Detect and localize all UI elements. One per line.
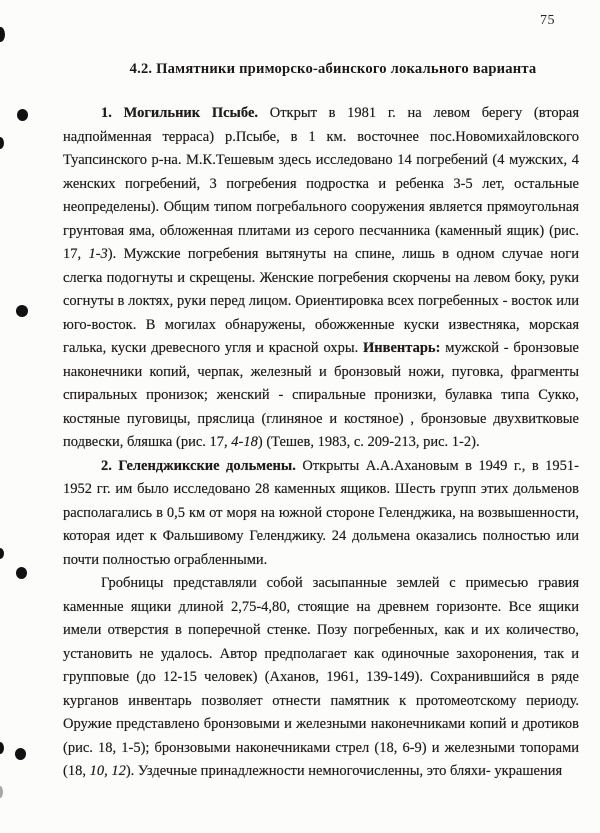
- section-heading: 4.2. Памятники приморско-абинского локального варианта: [129, 61, 537, 77]
- punch-hole-dot: [16, 567, 27, 579]
- text-segment-normal: Открыт в 1981 г. на левом берегу (вторая надпойменная терраса) р.Псыбе, в 1 км. восточнее пос.Новомихайловского Туапсинского р-на. М.К.Тешевым здесь исследовано 14 погребений (4 мужских, 4 женских погребений, 3 погребения подростка и ребенка 3-5 лет, остальные неопределены). Общим типом погребального сооружения является прямоугольная грунтовая яма, обложенная плитами из серого песчанника (каменный ящик) (рис. 17,: [63, 105, 579, 262]
- punch-hole-dot: [16, 305, 28, 317]
- text-segment-bold: 1. Могильник Псыбе.: [101, 105, 270, 121]
- paragraph-mogilnik-psybe: [63, 102, 579, 455]
- text-segment-bold: Инвентарь:: [363, 340, 441, 356]
- edge-tear-mark: [0, 27, 5, 42]
- text-segment-normal: Гробницы представляли собой засыпанные землей с примесью гравия каменные ящики длиной 2,75-4,80, стоящие на древнем горизонте. Все ящики имели отверстия в поперечной стенке. Позу погребенных, как и их количество, установить не удалось. Автор предполагает как одиночные захоронения, так и групповые (до 12-15 человек) (Аханов, 1961, 139-149). Сохранившийся в ряде курганов инвентарь позволяет отнести памятник к протомеотскому периоду. Оружие представлено бронзовыми и железными наконечниками копий и дротиков (рис. 18, 1-5); бронзовыми наконечниками стрел (18, 6-9) и железными топорами (18,: [63, 575, 579, 779]
- text-segment-normal: мужской - бронзовые наконечники копий, черпак, железный и бронзовый ножи, пуговка, фрагменты спиральных пронизок; женский - спиральные пронизки, булавка типа Сукко, костяные пуговицы, пряслица (глиняное и костяное) , бронзовые двухвитковые подвески, бляшка (рис. 17,: [63, 340, 579, 450]
- text-segment-normal: ) (Тешев, 1983, с. 209-213, рис. 1-2).: [257, 434, 480, 450]
- text-segment-italic: 1-3: [88, 246, 108, 262]
- punch-hole-dot: [17, 109, 28, 121]
- document-body: [63, 102, 579, 784]
- page-number: 75: [540, 13, 555, 28]
- edge-tear-mark: [0, 742, 4, 754]
- edge-tear-mark: [0, 137, 4, 149]
- text-segment-normal: ). Мужские погребения вытянуты на спине, лишь в одном случае ноги слегка подогнуты и скрещены. Женские погребения скорчены на левом боку, руки согнуты в локтях, руки перед лицом. Ориентировка всех погребенных - восток или юго-восток. В могилах обнаружены, обожженные куски известняка, морская галька, куски древесного угля и красной охры.: [63, 246, 579, 356]
- text-segment-bold: 2. Геленджикские дольмены.: [101, 457, 303, 474]
- punch-hole-dot: [15, 748, 26, 760]
- text-segment-italic: 10, 12: [89, 763, 126, 779]
- paragraph-grobnitsy: [63, 572, 579, 784]
- edge-tear-mark-faint: [0, 786, 3, 798]
- text-segment-normal: Открыты А.А.Ахановым в 1949 г., в 1951-1952 гг. им было исследовано 28 каменных ящиков. Шесть групп этих дольменов располагались в 0,5 км от моря на южной стороне Геленджика, на возвышенности, которая идет к Фальшивому Геленджику. 24 дольмена оказались полностью или почти полностью ограбленными.: [63, 457, 579, 568]
- paragraph-gelendzhik-dolmeny: [63, 455, 579, 573]
- edge-tear-mark: [0, 548, 4, 559]
- text-segment-normal: ). Уздечные принадлежности немногочисленны, это бляхи- украшения: [125, 763, 563, 779]
- text-segment-italic: 4-18: [231, 434, 258, 450]
